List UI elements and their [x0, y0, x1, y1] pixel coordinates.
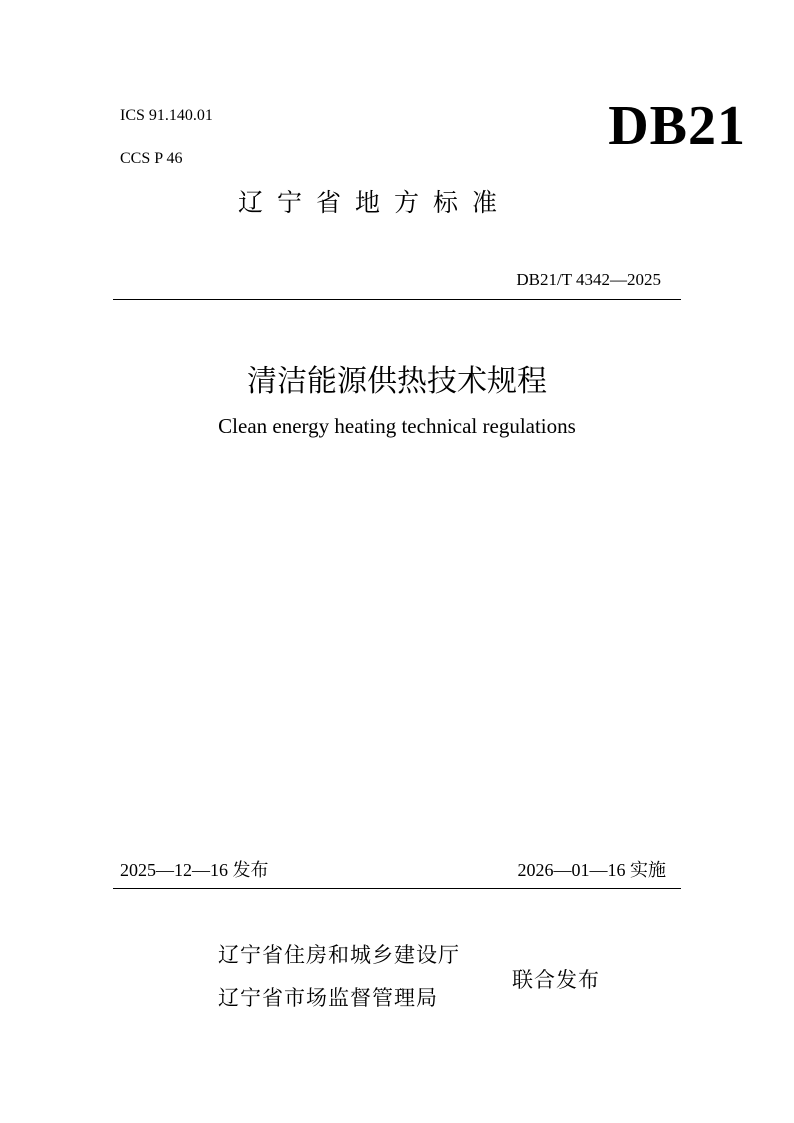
effective-date: 2026—01—16 实施	[517, 860, 666, 880]
bottom-divider	[113, 888, 681, 889]
issuer-market-regulation: 辽宁省市场监督管理局	[218, 986, 438, 1010]
publish-date: 2025—12—16 发布	[120, 860, 269, 880]
standard-logo: DB21	[608, 95, 746, 157]
joint-release-label: 联合发布	[512, 968, 600, 992]
ccs-code: CCS P 46	[120, 150, 183, 167]
document-title: 清洁能源供热技术规程	[247, 364, 547, 399]
top-divider	[113, 299, 681, 300]
standard-number: DB21/T 4342—2025	[516, 270, 661, 289]
standard-type: 辽宁省地方标准	[238, 188, 512, 217]
document-title-english: Clean energy heating technical regulations	[218, 414, 576, 438]
ics-code: ICS 91.140.01	[120, 107, 213, 124]
issuer-housing-dept: 辽宁省住房和城乡建设厅	[218, 943, 460, 967]
